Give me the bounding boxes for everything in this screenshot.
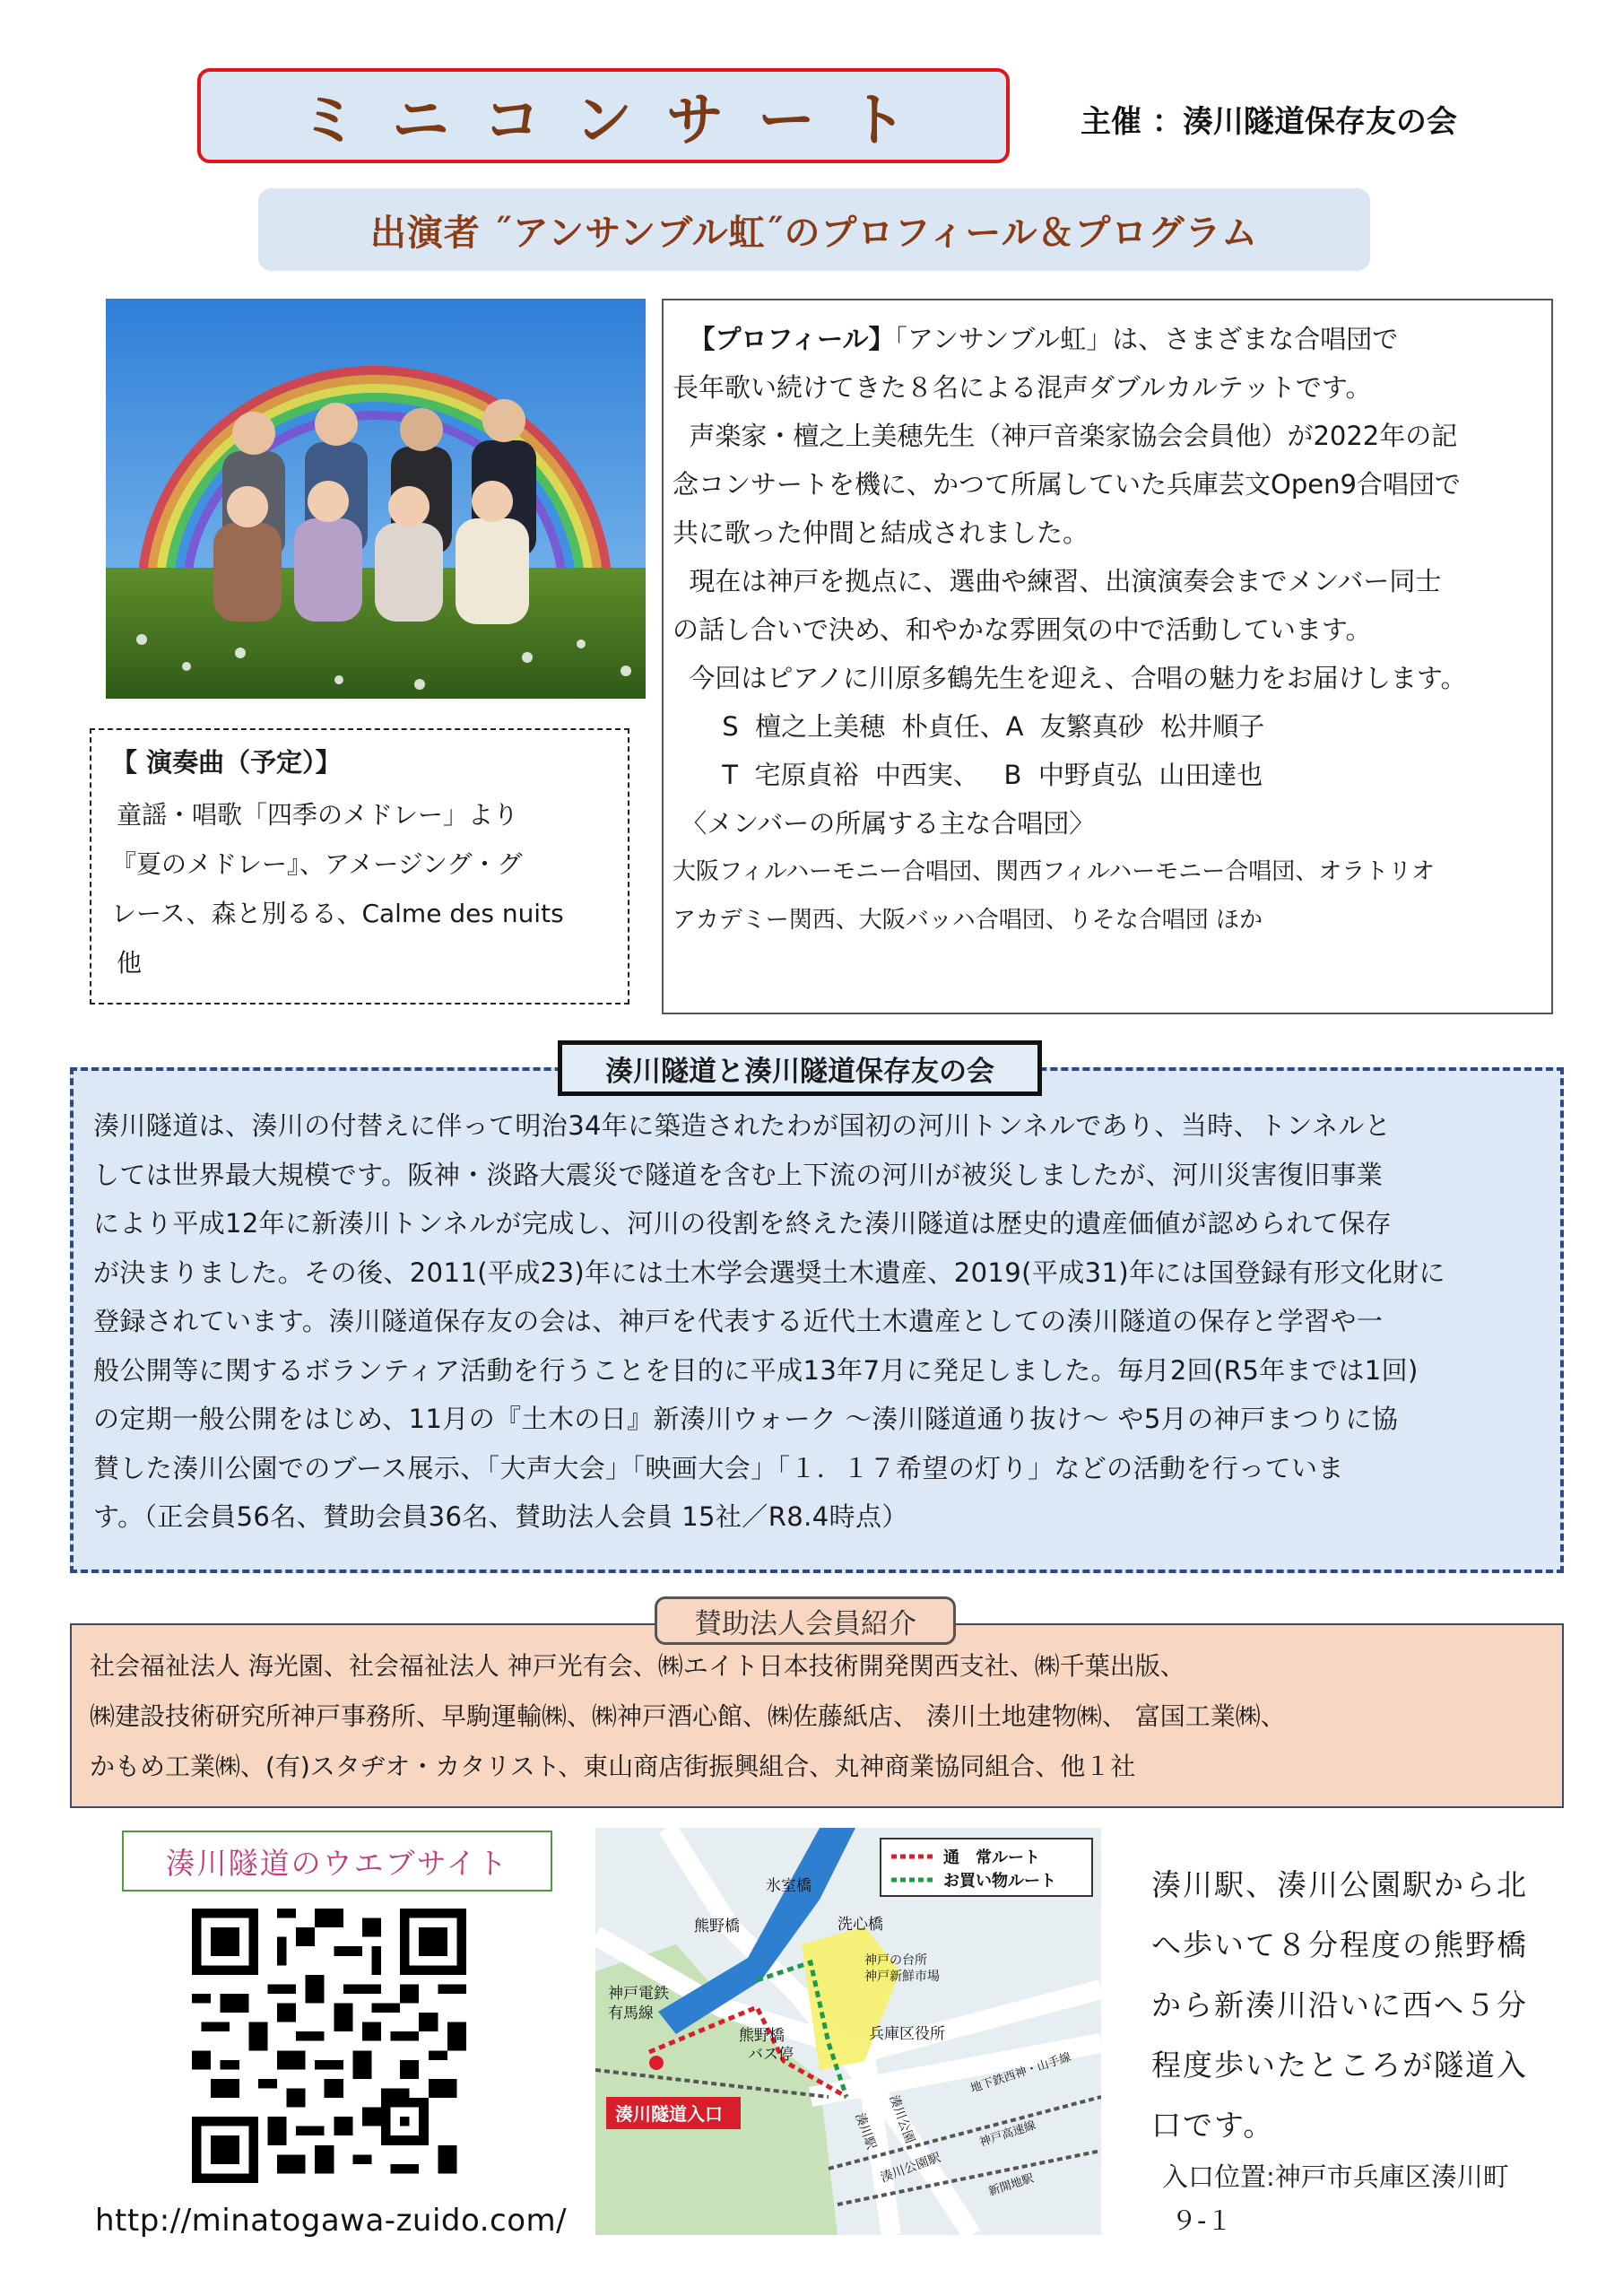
program-line: 他 bbox=[117, 948, 143, 978]
profile-box bbox=[662, 299, 1553, 1014]
profile-text: 「アンサンブル虹」は、さまざまな合唱団で bbox=[894, 324, 1399, 354]
profile-line: 現在は神戸を拠点に、選曲や練習、出演演奏会までメンバー同士 bbox=[673, 566, 1442, 596]
sponsor-line: 社会福祉法人 海光園、社会福祉法人 神戸光有会、㈱エイト日本技術開発関西支社、㈱千葉出版、 bbox=[90, 1651, 1185, 1681]
map-label-park-st: 湊川公園駅 bbox=[878, 2150, 943, 2186]
history-line: により平成12年に新湊川トンネルが完成し、河川の役割を終えた湊川隧道は歴史的遺産価値が認められて保存 bbox=[93, 1208, 1393, 1239]
qr-code-image bbox=[192, 1909, 466, 2183]
profile-line: 長年歌い続けてきた８名による混声ダブルカルテットです。 bbox=[673, 372, 1372, 403]
history-line: しては世界最大規模です。阪神・淡路大震災で隧道を含む上下流の河川が被災しましたが、河川災害復旧事業 bbox=[93, 1159, 1384, 1190]
member-line-sa: S 檀之上美穂 朴貞任、A 友繁真砂 松井順子 bbox=[673, 711, 1265, 742]
choirs-line: アカデミー関西、大阪バッハ合唱団、りそな合唱団 ほか bbox=[673, 907, 1263, 934]
directions-line: へ歩いて８分程度の熊野橋 bbox=[1151, 1927, 1528, 1962]
choirs-heading: 〈メンバーの所属する主な合唱団〉 bbox=[673, 808, 1096, 839]
title-box bbox=[197, 68, 1010, 163]
map-label-arima: 有馬線 bbox=[608, 2005, 654, 2022]
profile-line: 共に歌った仲間と結成されました。 bbox=[673, 517, 1089, 548]
sponsor-title: 賛助法人会員紹介 bbox=[655, 1596, 956, 1645]
qr-code-icon[interactable] bbox=[192, 1909, 466, 2183]
history-line: が決まりました。その後、2011(平成23)年には土木学会選奨土木遺産、2019(平成31)年には国登録有形文化財に bbox=[93, 1257, 1445, 1288]
map-label-dentetsu: 神戸電鉄 bbox=[608, 1985, 669, 2003]
map-label-shinkaichi: 新開地駅 bbox=[986, 2171, 1036, 2199]
map-label-bus-stop: バス停 bbox=[748, 2046, 794, 2064]
subtitle-box bbox=[258, 188, 1370, 271]
program-title: 【 演奏曲（予定）】 bbox=[111, 747, 342, 778]
map-label-kitchen: 神戸の台所 bbox=[864, 1953, 927, 1968]
sponsor-line: かもめ工業㈱、(有)スタヂオ・カタリスト、東山商店街振興組合、丸神商業協同組合、他１社 bbox=[90, 1752, 1136, 1781]
group-photo-image bbox=[106, 299, 646, 699]
address-line: ９-１ bbox=[1171, 2205, 1233, 2236]
map-label-minatogawa-st: 湊川駅 bbox=[852, 2110, 879, 2152]
map-label-subway: 地下鉄西神・山手線 bbox=[968, 2050, 1073, 2096]
sponsor-line: ㈱建設技術研究所神戸事務所、早駒運輸㈱、㈱神戸酒心館、㈱佐藤紙店、 湊川土地建物㈱、 富国工業㈱、 bbox=[90, 1701, 1286, 1731]
map-label-park: 湊川公園 bbox=[886, 2092, 917, 2145]
history-line: 湊川隧道は、湊川の付替えに伴って明治34年に築造されたわが国初の河川トンネルであり、当時、トンネルと bbox=[93, 1110, 1392, 1141]
map-label-market: 神戸新鮮市場 bbox=[864, 1970, 940, 1984]
subtitle: 出演者 ˝アンサンブル虹˝のプロフィール＆プログラム bbox=[369, 212, 1259, 254]
legend-shopping: お買い物ルート bbox=[943, 1872, 1056, 1891]
map-label-entrance: 湊川隧道入口 bbox=[615, 2103, 723, 2125]
group-photo bbox=[106, 299, 646, 699]
directions-line: 湊川駅、湊川公園駅から北 bbox=[1151, 1867, 1528, 1902]
directions-line: 程度歩いたところが隧道入 bbox=[1151, 2048, 1528, 2083]
access-map bbox=[595, 1828, 1101, 2235]
history-title: 湊川隧道と湊川隧道保存友の会 bbox=[558, 1040, 1042, 1096]
program-line: 童謡・唱歌「四季のメドレー」より bbox=[117, 800, 519, 830]
map-label-senshin: 洗心橋 bbox=[838, 1916, 883, 1934]
profile-line: 念コンサートを機に、かつて所属していた兵庫芸文Open9合唱団で bbox=[673, 469, 1461, 500]
website-label: 湊川隧道のウエブサイト bbox=[122, 1831, 552, 1892]
history-line: 登録されています。湊川隧道保存友の会は、神戸を代表する近代土木遺産としての湊川隧道の保存と学習や一 bbox=[93, 1306, 1384, 1336]
directions-line: から新湊川沿いに西へ５分 bbox=[1151, 1987, 1528, 2022]
map-label-himuro: 氷室橋 bbox=[766, 1877, 812, 1895]
profile-heading: 【プロフィール】 bbox=[689, 324, 895, 354]
history-line: す。（正会員56名、賛助会員36名、賛助法人会員 15社／R8.4時点） bbox=[93, 1501, 908, 1532]
member-line-tb: T 宅原貞裕 中西実、 B 中野貞弘 山田達也 bbox=[673, 760, 1263, 790]
profile-line: の話し合いで決め、和やかな雰囲気の中で活動しています。 bbox=[673, 614, 1372, 645]
map-label-kumano-bus: 熊野橋 bbox=[739, 2027, 785, 2045]
program-list bbox=[111, 790, 608, 987]
choirs-line: 大阪フィルハーモニー合唱団、関西フィルハーモニー合唱団、オラトリオ bbox=[673, 858, 1435, 885]
access-map-image bbox=[595, 1828, 1101, 2235]
address-line: 入口位置:神戸市兵庫区湊川町 bbox=[1162, 2161, 1509, 2192]
profile-line: 今回はピアノに川原多鶴先生を迎え、合唱の魅力をお届けします。 bbox=[673, 663, 1467, 693]
page-title: ミニコンサート bbox=[300, 88, 941, 154]
program-line: レース、森と別るる、Calme des nuits bbox=[111, 899, 564, 928]
map-label-kumano: 熊野橋 bbox=[694, 1918, 740, 1935]
organizer: 主催 ：湊川隧道保存友の会 bbox=[1081, 104, 1457, 140]
legend-normal: 通 常ルート bbox=[943, 1848, 1040, 1867]
directions-line: 口です。 bbox=[1151, 2108, 1275, 2143]
directions bbox=[1151, 1855, 1582, 2243]
history-box bbox=[70, 1067, 1564, 1573]
map-label-ward: 兵庫区役所 bbox=[869, 2025, 945, 2043]
history-line: の定期一般公開をはじめ、11月の『土木の日』新湊川ウォーク ～湊川隧道通り抜け～ や5月の神戸まつりに協 bbox=[93, 1404, 1399, 1434]
website-url-link[interactable]: http://minatogawa-zuido.com/ bbox=[95, 2203, 568, 2239]
history-line: 般公開等に関するボランティア活動を行うことを目的に平成13年7月に発足しました。毎月2回(R5年までは1回) bbox=[93, 1354, 1419, 1386]
profile-line bbox=[673, 315, 1542, 363]
sponsor-box bbox=[70, 1623, 1564, 1808]
program-box bbox=[90, 728, 629, 1004]
profile-line: 声楽家・檀之上美穂先生（神戸音楽家協会会員他）が2022年の記 bbox=[673, 421, 1458, 451]
map-label-kosoku: 神戸高速線 bbox=[977, 2118, 1038, 2150]
history-line: 賛した湊川公園でのブース展示、「大声大会」「映画大会」「１．１７希望の灯り」などの活動を行っていま bbox=[93, 1452, 1344, 1483]
program-line: 『夏のメドレー』、アメージング・グ bbox=[111, 849, 523, 879]
